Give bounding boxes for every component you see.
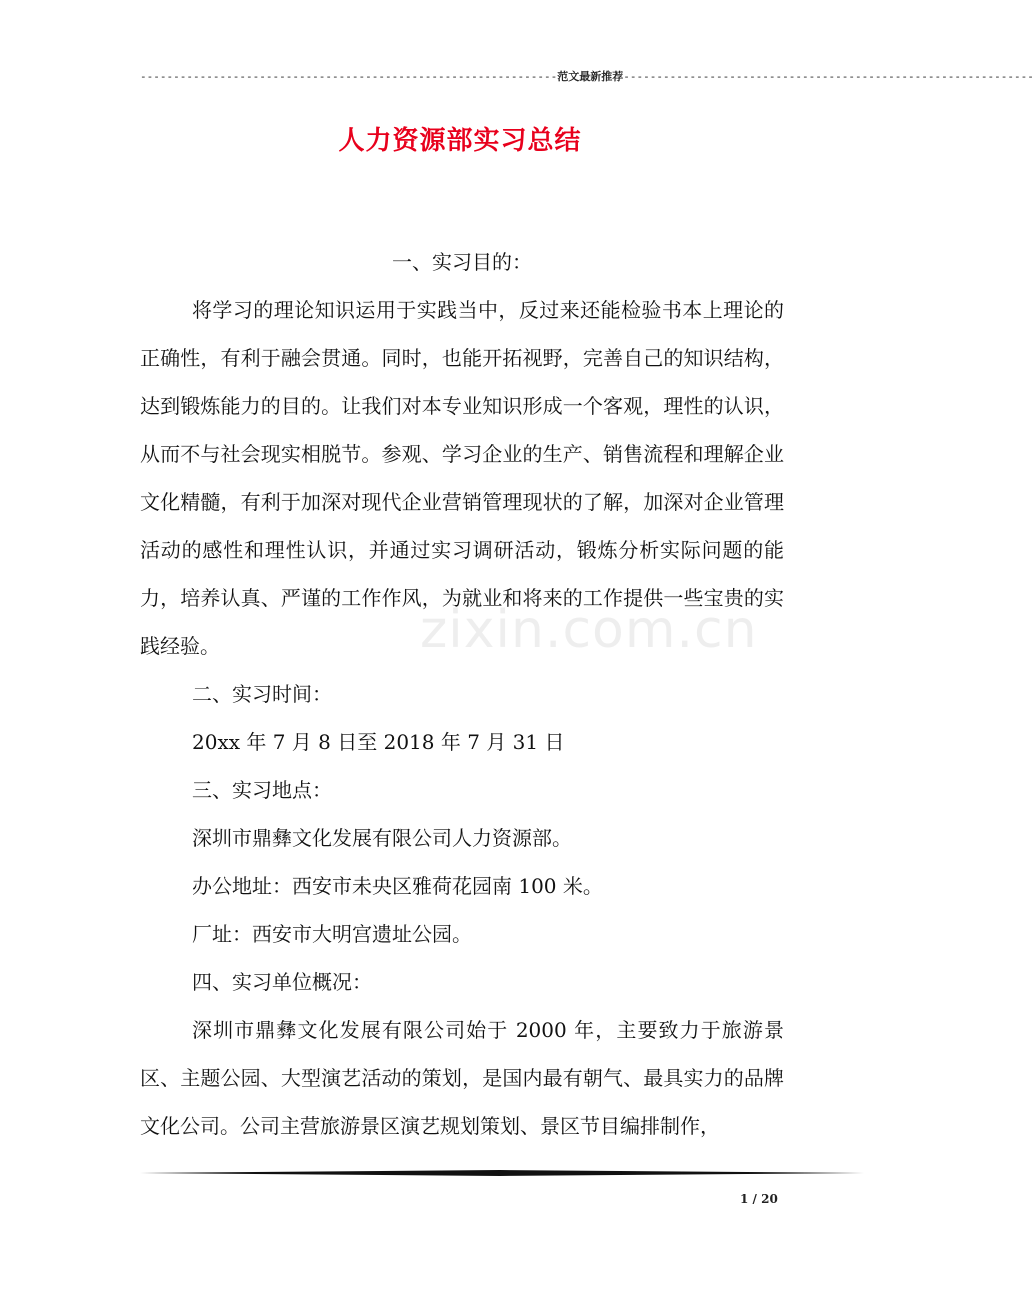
header-dashes-left: ---------------------------------------------------------------: [140, 70, 558, 83]
header-banner-text: 范文最新推荐: [557, 70, 624, 83]
document-title: 人力资源部实习总结: [338, 126, 582, 156]
section-2-heading: 二、实习时间：: [192, 682, 332, 706]
section-3-company: 深圳市鼎彝文化发展有限公司人力资源部。: [192, 826, 572, 850]
section-1-heading: 一、实习目的：: [392, 250, 532, 274]
footer-rule: [140, 1170, 864, 1176]
section-4-heading: 四、实习单位概况：: [192, 970, 372, 994]
section-2-value: 20xx 年 7 月 8 日至 2018 年 7 月 31 日: [192, 730, 565, 754]
watermark-text: zixin.com.cn: [420, 600, 758, 660]
section-3-heading: 三、实习地点：: [192, 778, 332, 802]
section-3-factory-address: 厂址：西安市大明宫遗址公园。: [192, 922, 472, 946]
section-3-office-address: 办公地址：西安市未央区雅荷花园南 100 米。: [192, 874, 603, 898]
page-number: 1 / 20: [740, 1192, 778, 1206]
header-dashes-right: --------------------------------------------------------------: [623, 70, 1034, 83]
header-banner-line: [140, 68, 1034, 84]
section-1-paragraph: 将学习的理论知识运用于实践当中，反过来还能检验书本上理论的正确性，有利于融会贯通。同时，也能开拓视野，完善自己的知识结构，达到锻炼能力的目的。让我们对本专业知识形成一个客观，理性的认识，从而不与社会现实相脱节。参观、学习企业的生产、销售流程和理解企业文化精髓，有利于加深对现代企业营销管理现状的了解，加深对企业管理活动的感性和理性认识，并通过实习调研活动，锻炼分析实际问题的能力，培养认真、严谨的工作作风，为就业和将来的工作提供一些宝贵的实践经验。: [140, 298, 784, 658]
document-body: [140, 238, 784, 1150]
section-4-paragraph: 深圳市鼎彝文化发展有限公司始于 2000 年，主要致力于旅游景区、主题公园、大型演艺活动的策划，是国内最有朝气、最具实力的品牌文化公司。公司主营旅游景区演艺规划策划、景区节目编排制作，: [140, 1018, 784, 1138]
